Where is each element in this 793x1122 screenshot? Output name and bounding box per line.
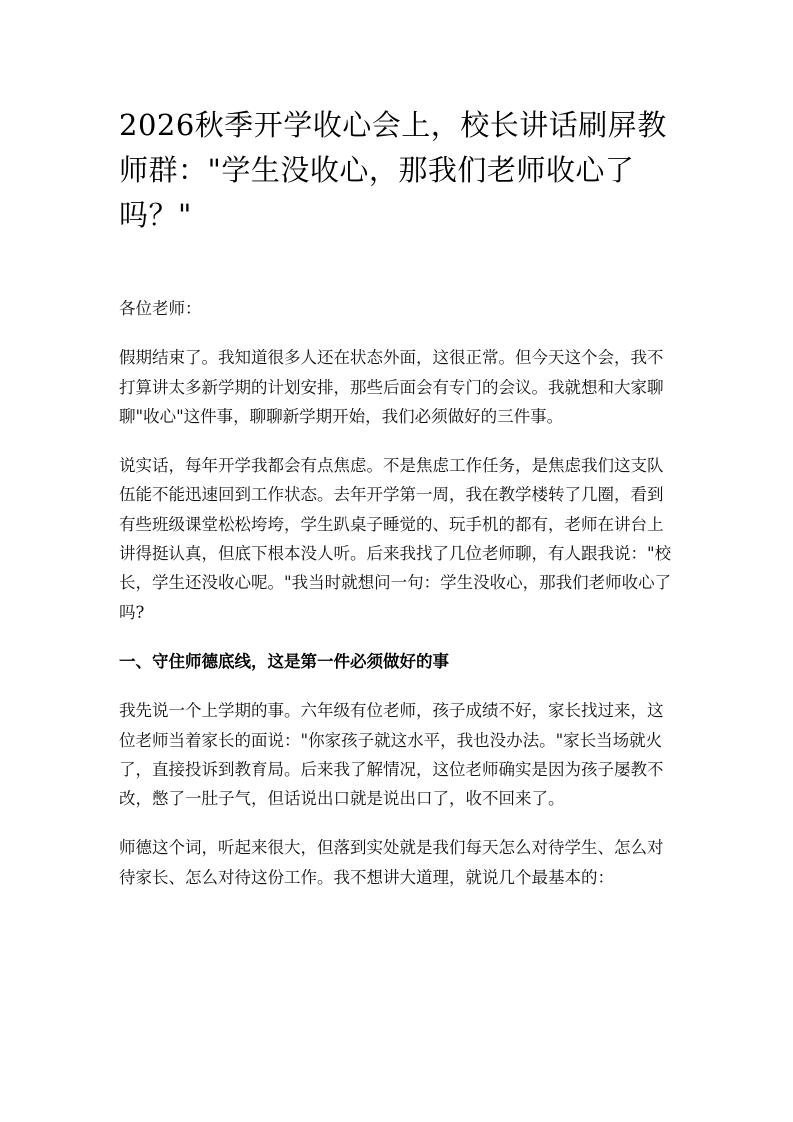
document-title: 2026秋季开学收心会上，校长讲话刷屏教师群："学生没收心，那我们老师收心了吗？" [119, 108, 667, 232]
salutation: 各位老师： [119, 299, 202, 318]
paragraph-story: 我先说一个上学期的事。六年级有位老师，孩子成绩不好，家长找过来，这位老师当着家长的面说："你家孩子就这水平，我也没办法。"家长当场就火了，直接投诉到教育局。后来我了解情况，这位老师确实是因为孩子屡教不改，憋了一肚子气，但话说出口就是说出口了，收不回来了。 [119, 701, 664, 809]
document-page [119, 103, 679, 892]
section-heading-1: 一、守住师德底线，这是第一件必须做好的事 [119, 651, 449, 671]
paragraph-ethics: 师德这个词，听起来很大，但落到实处就是我们每天怎么对待学生、怎么对待家长、怎么对待这份工作。我不想讲大道理，就说几个最基本的： [119, 838, 664, 887]
paragraph-anxiety: 说实话，每年开学我都会有点焦虑。不是焦虑工作任务，是焦虑我们这支队伍能不能迅速回到工作状态。去年开学第一周，我在教学楼转了几圈，看到有些班级课堂松松垮垮，学生趴桌子睡觉的、玩手机的都有，老师在讲台上讲得挺认真，但底下根本没人听。后来我找了几位老师聊，有人跟我说："校长，学生还没收心呢。"我当时就想问一句：学生没收心，那我们老师收心了吗? [119, 456, 672, 622]
paragraph-intro: 假期结束了。我知道很多人还在状态外面，这很正常。但今天这个会，我不打算讲太多新学期的计划安排，那些后面会有专门的会议。我就想和大家聊聊"收心"这件事，聊聊新学期开始，我们必须做好的三件事。 [119, 348, 664, 426]
